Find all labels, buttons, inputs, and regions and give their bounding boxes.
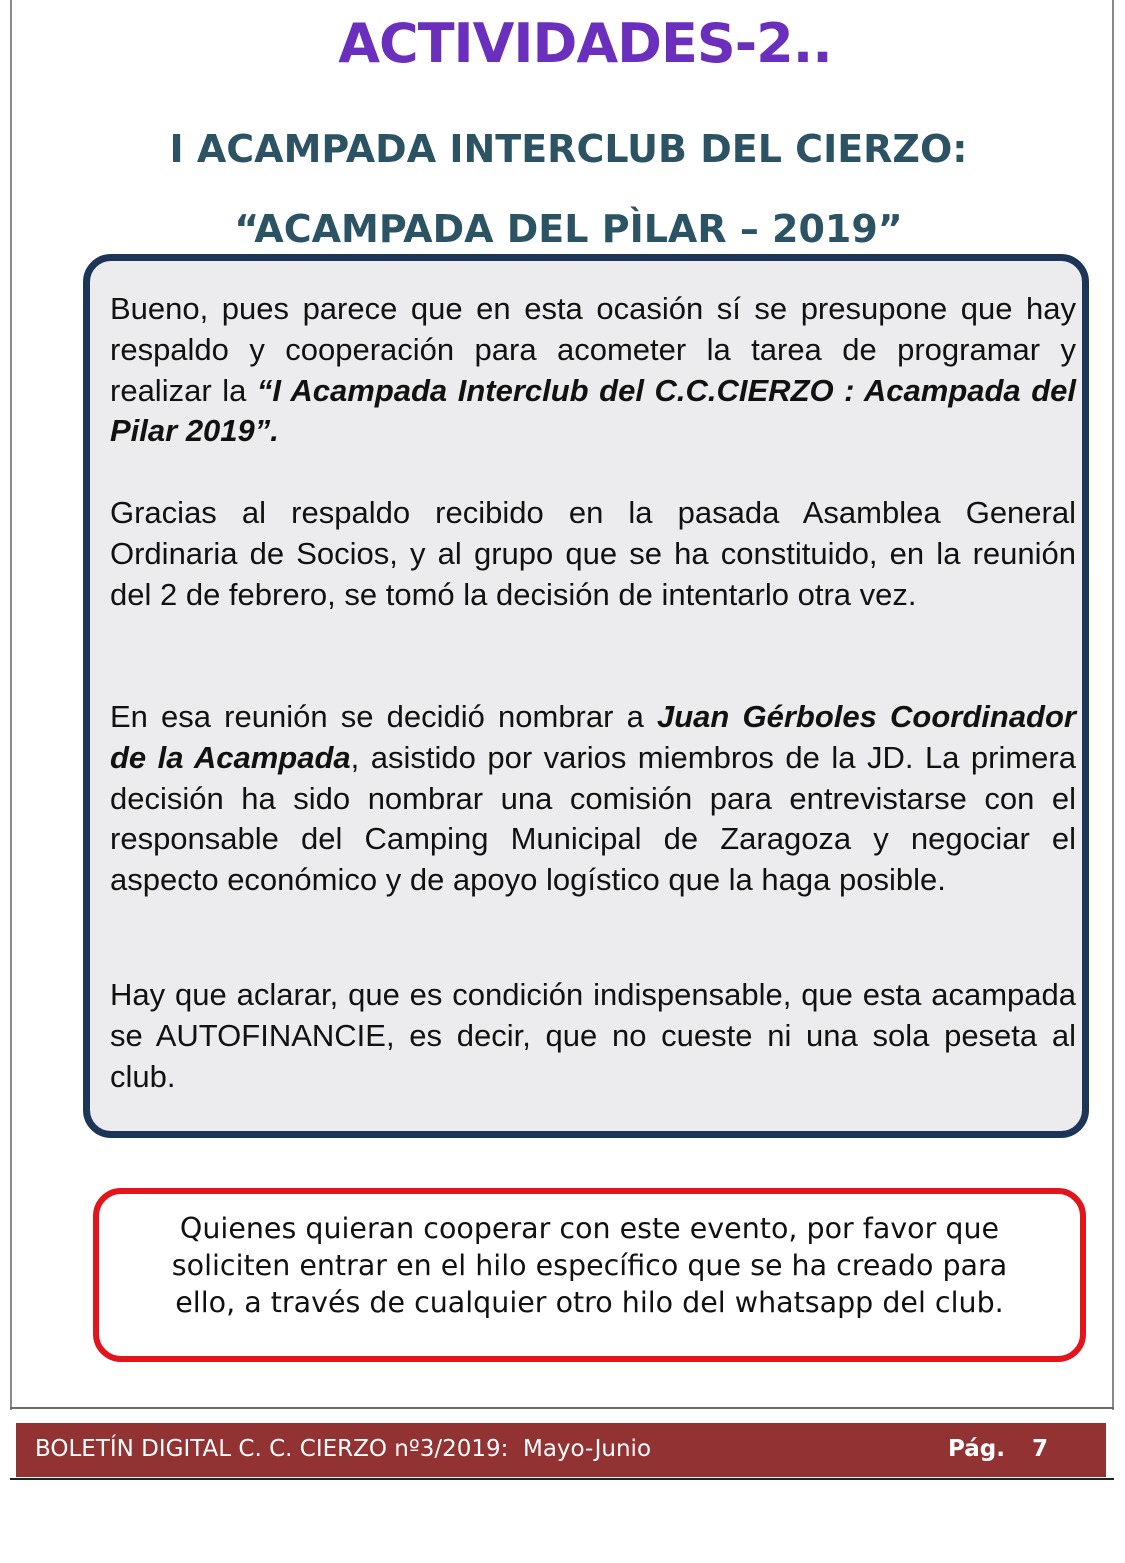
whatsapp-note-box (93, 1188, 1086, 1362)
note-line-1: Quienes quieran cooperar con este evento, por favor que (179, 1212, 1000, 1245)
event-subtitle-line2: “ACAMPADA DEL PÌLAR – 2019” (234, 207, 903, 251)
paragraph-3-text-after: , asistido por varios miembros de la JD. La primera decisión ha sido nombrar una comisión para entrevistarse con el responsable del Camping Municipal de Zaragoza y negociar el aspecto económico y de apoyo logístico que la haga posible. (110, 739, 1076, 898)
footer-rule (10, 1478, 1114, 1480)
page-title: ACTIVIDADES-2.. (338, 12, 832, 75)
paragraph-3-text-before: En esa reunión se decidió nombrar a (110, 699, 657, 734)
paragraph-4-text: Hay que aclarar, que es condición indispensable, que esta acampada se AUTOFINANCIE, es decir, que no cueste ni una sola peseta al club. (110, 977, 1076, 1094)
note-line-2: soliciten entrar en el hilo específico que se ha creado para (171, 1249, 1008, 1282)
paragraph-1-event-name: “I Acampada Interclub del C.C.CIERZO : Acampada del Pilar 2019”. (110, 372, 1077, 449)
paragraph-2-text: Gracias al respaldo recibido en la pasada Asamblea General Ordinaria de Socios, y al grupo que se ha constituido, en la reunión del 2 de febrero, se tomó la decisión de intentarlo otra vez. (110, 495, 1076, 612)
note-text (99, 1210, 1080, 1321)
page-edge-bottom (10, 1407, 1114, 1409)
paragraph-3-coordinator: Juan Gérboles Coordinador de la Acampada (110, 699, 1076, 775)
note-line-3: ello, a través de cualquier otro hilo del whatsapp del club. (175, 1286, 1004, 1319)
page-number: 7 (1032, 1436, 1049, 1462)
article-paragraph-4 (110, 975, 1076, 1097)
article-paragraph-1 (110, 289, 1076, 452)
article-box (83, 254, 1089, 1138)
page-label: Pág. (948, 1436, 1005, 1462)
footer-bar (16, 1423, 1106, 1477)
event-subtitle-line1: I ACAMPADA INTERCLUB DEL CIERZO: (169, 127, 968, 171)
paragraph-1-text: Bueno, pues parece que en esta ocasión sí se presupone que hay respaldo y cooperación para acometer la tarea de programar y realizar la (110, 291, 1076, 408)
bulletin-label: BOLETÍN DIGITAL C. C. CIERZO nº3/2019: Mayo-Junio (35, 1436, 652, 1462)
article-paragraph-2 (110, 493, 1076, 615)
article-paragraph-3 (110, 697, 1076, 901)
